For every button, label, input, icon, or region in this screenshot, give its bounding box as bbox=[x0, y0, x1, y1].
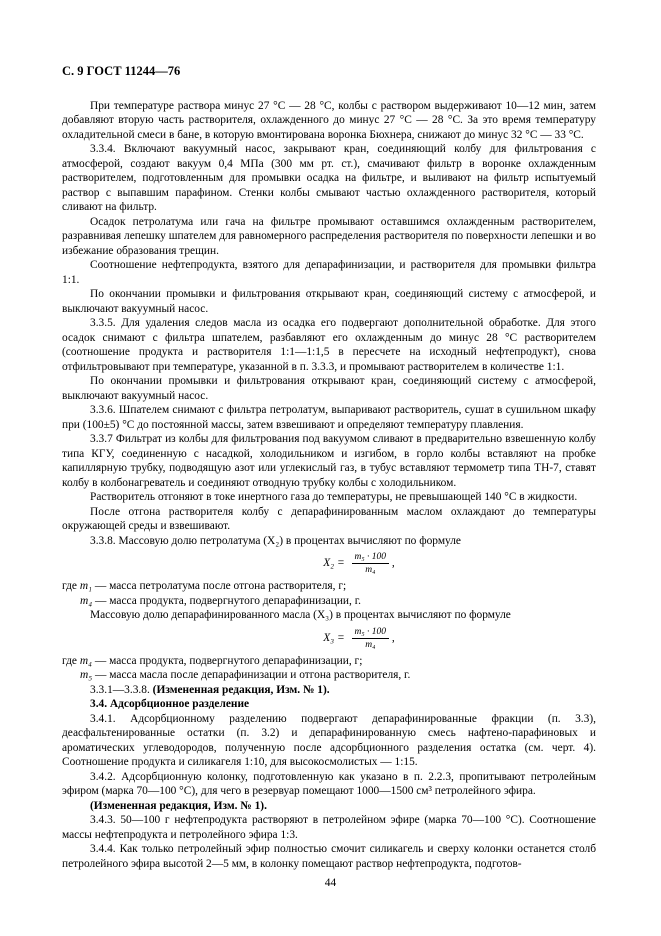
fraction-numerator: m₅ · 100 bbox=[352, 626, 390, 639]
fraction-denominator: m₄ bbox=[365, 565, 376, 575]
legend-symbol: m₅ bbox=[80, 669, 93, 681]
legend-symbol: m₄ bbox=[80, 594, 93, 607]
formula-x3 bbox=[122, 626, 596, 651]
legend-row bbox=[62, 594, 596, 609]
revision-note bbox=[62, 683, 596, 698]
paragraph: Растворитель отгоняют в токе инертного газа до температуры, не превышающей 140 °С в жидкости. bbox=[90, 491, 578, 503]
paragraph: 3.4.4. Как только петролейный эфир полностью смочит силикагель и сверху колонки останется столб петролейного эфира высотой 2—5 мм, в колонку помещают раствор нефтепродукта, подготов- bbox=[62, 843, 596, 870]
legend-symbol: m₁ bbox=[79, 580, 93, 592]
paragraph: Осадок петролатума или гача на фильтре промывают оставшимся охлажденным растворителем, разравнивая лепешку шпателем для равномерного распределения растворителя по поверхности лепешки и во избежание образования трещин. bbox=[62, 215, 596, 257]
legend-prefix: где bbox=[62, 654, 77, 667]
paragraph: Соотношение нефтепродукта, взятого для депарафинизации, и растворителя для промывки фильтра 1:1. bbox=[62, 259, 596, 286]
revision-text: (Измененная редакция, Изм. № 1). bbox=[152, 683, 330, 696]
page-header: С. 9 ГОСТ 11244—76 bbox=[62, 64, 181, 78]
paragraph: 3.4.3. 50—100 г нефтепродукта растворяют в петролейном эфире (марка 70—100 °С). Соотношение массы нефтепродукта и петролейного эфира 1:3. bbox=[62, 814, 596, 841]
paragraph: 3.3.6. Шпателем снимают с фильтра петролатум, выпаривают растворитель, сушат в сушильном шкафу при (100±5) °С до постоянной массы, затем взвешивают и определяют температуру плавления. bbox=[62, 404, 596, 431]
formula-lhs: X₃ = bbox=[323, 631, 345, 644]
paragraph: Массовую долю депарафинированного масла (X₃) в процентах вычисляют по формуле bbox=[90, 609, 511, 621]
legend-row bbox=[62, 654, 596, 669]
paragraph: 3.3.5. Для удаления следов масла из осадка его подвергают дополнительной обработке. Для этого осадок снимают с фильтра шпателем, разбавляют его охлажденным до минус 28 °С растворителем (соотношение продукта и растворителя 1:1—1:1,5 в пересчете на исходный нефтепродукт), снова отфильтровывают при температуре, указанной в п. 3.3.3, и промывают растворителем в количестве 1:1. bbox=[62, 317, 596, 373]
legend-symbol: m₄ bbox=[79, 654, 93, 667]
legend-text: — масса продукта, подвергнутого депарафинизации, г; bbox=[94, 654, 363, 667]
paragraph: По окончании промывки и фильтрования открывают кран, соединяющий систему с атмосферой, выключают вакуумный насос. bbox=[62, 375, 596, 402]
formula-x2 bbox=[122, 551, 596, 576]
legend-row bbox=[62, 668, 596, 683]
fraction bbox=[352, 626, 390, 651]
revision-prefix: 3.3.1—3.3.8. bbox=[90, 683, 150, 696]
paragraph: 3.3.8. Массовую долю петролатума (X₂) в процентах вычисляют по формуле bbox=[90, 534, 461, 547]
legend-text: — масса петролатума после отгона растворителя, г; bbox=[94, 580, 347, 592]
paragraph: По окончании промывки и фильтрования открывают кран, соединяющий систему с атмосферой, и выключают вакуумный насос. bbox=[62, 288, 596, 315]
fraction-numerator: m₅ · 100 bbox=[352, 551, 390, 564]
paragraph: При температуре раствора минус 27 °С — 28 °С, колбы с раствором выдерживают 10—12 мин, затем добавляют вторую часть растворителя, охлажденного до минус 27 °С — 28 °С. За это время температуру охладительной смеси в бане, в которую вмонтирована воронка Бюхнера, снижают до минус 32 °С — 33 °С. bbox=[62, 99, 596, 141]
document-page bbox=[62, 64, 596, 871]
paragraph: 3.3.4. Включают вакуумный насос, закрывают кран, соединяющий колбу для фильтрования с атмосферой, создают вакуум 0,4 МПа (300 мм рт. ст.), смачивают фильтр в воронке охлажденным растворителем, подготовленным для промывки осадка на фильтре, и выливают на фильтр испытуемый раствор с выпавшим парафином. Стенки колбы смывают частью охлажденного растворителя, который сливают на фильтр. bbox=[62, 143, 596, 213]
legend-row bbox=[62, 579, 596, 594]
paragraph: После отгона растворителя колбу с депарафинированным маслом охлаждают до температуры окружающей среды и взвешивают. bbox=[62, 505, 596, 532]
formula-tail: , bbox=[391, 631, 395, 644]
paragraph: 3.4.1. Адсорбционному разделению подвергают депарафинированные фракции (п. 3.3), деасфальтенированные остатки (п. 3.2) и депарафинированную смесь нафтено-парафиновых и ароматических углеводородов, полученную после адсорбционного разделения остатка (см. черт. 4). Соотношение продукта и силикагеля 1:10, для высокосмолистых — 1:15. bbox=[62, 712, 596, 768]
fraction bbox=[352, 551, 390, 576]
formula-lhs: X₂ = bbox=[323, 557, 345, 570]
page-number: 44 bbox=[324, 877, 337, 889]
legend-prefix: где bbox=[62, 580, 77, 592]
legend-x3 bbox=[62, 654, 596, 683]
formula-tail: , bbox=[391, 557, 395, 570]
legend-text: — масса масла после депарафинизации и отгона растворителя, г. bbox=[95, 669, 411, 681]
paragraph: 3.4.2. Адсорбционную колонку, подготовленную как указано в п. 2.2.3, пропитывают петролейным эфиром (марка 70—100 °С), для чего в резервуар помещают 1000—1500 см³ петролейного эфира. bbox=[62, 770, 596, 797]
fraction-denominator: m₄ bbox=[365, 639, 376, 650]
revision-note: (Измененная редакция, Изм. № 1). bbox=[90, 799, 267, 812]
section-heading: 3.4. Адсорбционное разделение bbox=[90, 698, 250, 710]
legend-text: — масса продукта, подвергнутого депарафинизации, г. bbox=[95, 594, 361, 607]
paragraph: 3.3.7 Фильтрат из колбы для фильтрования под вакуумом сливают в предварительно взвешенную колбу типа КГУ, соединенную с насадкой, холодильником и изгибом, в горло колбы вставляют на пробке капиллярную трубку, подводящую азот или углекислый газ, в тубус вставляют термометр типа ТН-7, ставят колбу в колбонагреватель и соединяют отводную трубку колбы с холодильником. bbox=[62, 433, 596, 489]
legend-x2 bbox=[62, 579, 596, 608]
